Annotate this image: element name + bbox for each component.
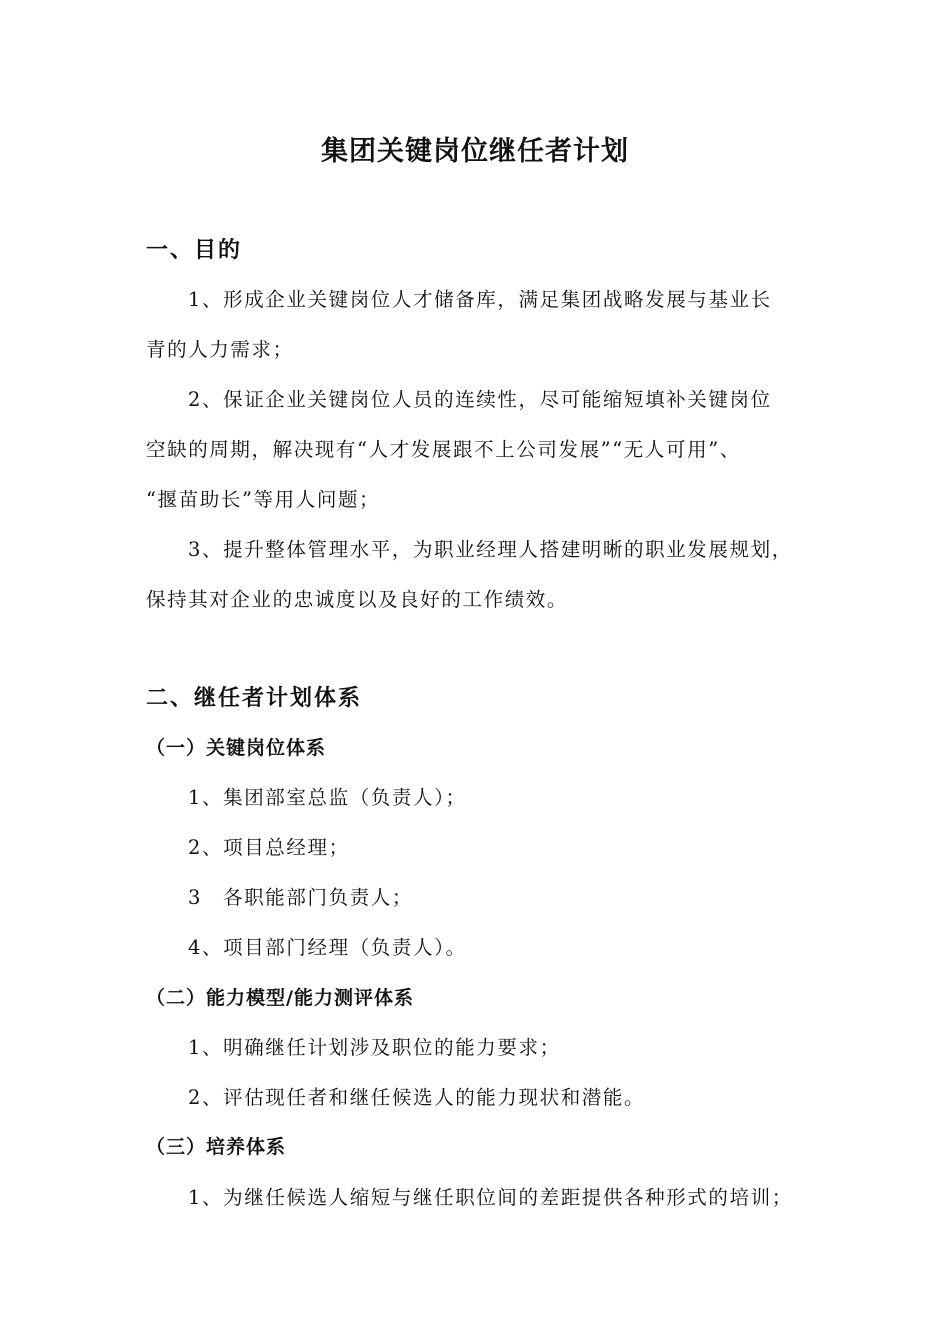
list-item: 2、项目总经理； xyxy=(188,836,350,859)
subsection-heading-competency-model: （二）能力模型/能力测评体系 xyxy=(146,987,414,1009)
list-item: 4、项目部门经理（负责人）。 xyxy=(188,936,467,959)
paragraph-line: 2、保证企业关键岗位人员的连续性，尽可能缩短填补关键岗位 xyxy=(188,388,772,411)
section-heading-purpose: 一、目的 xyxy=(146,238,243,263)
subsection-heading-training: （三）培养体系 xyxy=(146,1136,287,1158)
list-item: 1、集团部室总监（负责人）； xyxy=(188,786,467,809)
section-heading-succession-system: 二、继任者计划体系 xyxy=(146,686,363,711)
paragraph-line: 青的人力需求； xyxy=(146,338,294,361)
list-item: 1、明确继任计划涉及职位的能力要求； xyxy=(188,1036,561,1059)
list-item: 1、为继任候选人缩短与继任职位间的差距提供各种形式的培训； xyxy=(188,1186,793,1209)
paragraph-line: 3、提升整体管理水平，为职业经理人搭建明晰的职业发展规划， xyxy=(188,538,793,561)
paragraph-line: 空缺的周期，解决现有“人才发展跟不上公司发展”“无人可用”、 xyxy=(146,438,741,461)
document-title: 集团关键岗位继任者计划 xyxy=(321,136,629,167)
paragraph-line: “揠苗助长”等用人问题； xyxy=(146,488,381,511)
list-item: 3 各职能部门负责人； xyxy=(188,886,414,909)
paragraph-line: 保持其对企业的忠诚度以及良好的工作绩效。 xyxy=(146,588,569,611)
list-item: 2、评估现任者和继任候选人的能力现状和潜能。 xyxy=(188,1086,646,1109)
paragraph-line: 1、形成企业关键岗位人才储备库，满足集团战略发展与基业长 xyxy=(188,288,772,311)
subsection-heading-key-positions: （一）关键岗位体系 xyxy=(146,737,327,759)
